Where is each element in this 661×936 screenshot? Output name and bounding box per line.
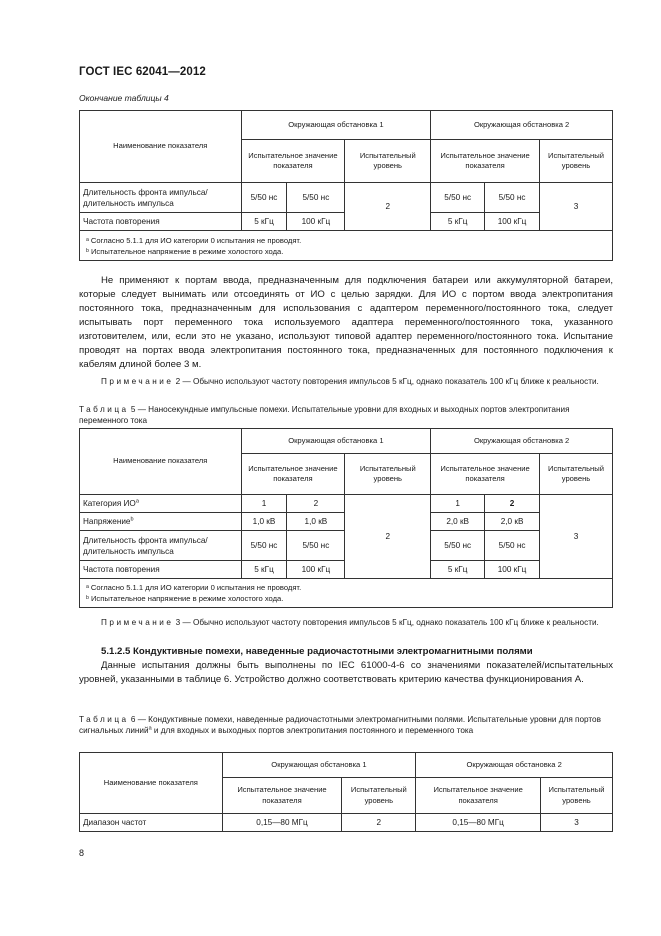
cell: 5 кГц: [431, 561, 485, 579]
footnote-ref: a: [135, 498, 139, 505]
section-5-1-2-5: [79, 645, 613, 687]
table-6: [79, 752, 613, 832]
row-name: Длительность фронта импульса/ длительность импульса: [80, 183, 242, 213]
note-2: [79, 376, 613, 388]
cell: 100 кГц: [485, 561, 540, 579]
table-footnotes: [80, 231, 613, 261]
cell: 5/50 нс: [241, 183, 287, 213]
table4-caption: Окончание таблицы 4: [79, 93, 169, 103]
row-name: Длительность фронта импульса/ длительность импульса: [80, 531, 242, 561]
note-label: Примечание: [101, 618, 174, 627]
cell: 2,0 кВ: [485, 513, 540, 531]
note-3: [79, 617, 613, 629]
cell: 100 кГц: [287, 561, 345, 579]
cell: 5 кГц: [431, 213, 485, 231]
test-level-header: Испытательный уровень: [540, 140, 613, 183]
cell: 2,0 кВ: [431, 513, 485, 531]
env1-header: Окружающая обстановка 1: [241, 111, 431, 140]
test-value-header: Испытательное значение показателя: [222, 778, 342, 814]
test-value-header: Испытательное значение показателя: [241, 140, 345, 183]
test-level-header: Испытательный уровень: [345, 140, 431, 183]
table5-caption: [79, 404, 613, 426]
footnote-a: ᵃ Согласно 5.1.1 для ИО категории 0 испытания не проводят.: [86, 235, 302, 245]
caption-label: Таблица: [79, 715, 129, 724]
test-level-header: Испытательный уровень: [345, 454, 431, 495]
note-text: 3 — Обычно используют частоту повторения импульсов 5 кГц, однако показатель 100 кГц ближе к реальности.: [173, 618, 599, 627]
cell: 1: [241, 495, 287, 513]
table-row: [80, 814, 613, 832]
paragraph-text: Не применяют к портам ввода, предназначенным для подключения батареи или аккумуляторной батареи, которые следует вынимать или отсоединять от ИО с целью зарядки. Для ИО с портом ввода электропитания постоянного тока, предназначенным для использования с адаптером переменного/постоянного тока, следует испытывать порт переменного тока используемого адаптера переменного/постоянного тока, указанного изготовителем, или, если это не указано, используют типовой адаптер переменного/постоянного тока. Испытание проводят на портах ввода электропитания постоянного тока, предназначенных для постоянного подключения к кабелям длиной более 3 м.: [79, 275, 613, 370]
cell: 5/50 нс: [287, 183, 345, 213]
table-footnotes: [80, 579, 613, 608]
caption-text: 5 — Наносекундные импульсные помехи. Испытательные уровни для входных и выходных портов электропитания переменного тока: [79, 405, 570, 425]
cell: 5/50 нс: [241, 531, 287, 561]
note-text: 2 — Обычно используют частоту повторения импульсов 5 кГц, однако показатель 100 кГц ближе к реальности.: [173, 377, 599, 386]
level-cell: 3: [540, 183, 613, 231]
test-value-header: Испытательное значение показателя: [416, 778, 541, 814]
level-cell: 2: [345, 495, 431, 579]
footnote-b: ᵇ Испытательное напряжение в режиме холостого хода.: [86, 246, 284, 256]
caption-text: и для входных и выходных портов электропитания постоянного и переменного тока: [151, 726, 474, 735]
test-value-header: Испытательное значение показателя: [431, 454, 540, 495]
test-value-header: Испытательное значение показателя: [241, 454, 345, 495]
row-name: Частота повторения: [80, 561, 242, 579]
cell: 1,0 кВ: [241, 513, 287, 531]
footnote-b: ᵇ Испытательное напряжение в режиме холостого хода.: [86, 594, 284, 603]
table-row: [80, 495, 613, 513]
footnote-a: ᵃ Согласно 5.1.1 для ИО категории 0 испытания не проводят.: [86, 583, 302, 592]
paragraph: [79, 274, 613, 372]
env2-header: Окружающая обстановка 2: [416, 753, 613, 778]
cell: 100 кГц: [287, 213, 345, 231]
row-name: Частота повторения: [80, 213, 242, 231]
cell: 5 кГц: [241, 213, 287, 231]
caption-label: Таблица: [79, 405, 129, 414]
table-4: [79, 110, 613, 261]
section-text: Данные испытания должны быть выполнены по IEC 61000-4-6 со значениями показателей/испытательных уровней, указанными в таблице 6. Устройство должно соответствовать критерию качества функционирования А.: [79, 660, 613, 685]
cell: 5/50 нс: [485, 531, 540, 561]
section-heading: 5.1.2.5 Кондуктивные помехи, наведенные радиочастотными электромагнитными полями: [101, 646, 533, 657]
env1-header: Окружающая обстановка 1: [222, 753, 416, 778]
table-5: [79, 428, 613, 608]
level-cell: 2: [345, 183, 431, 231]
table6-caption: [79, 714, 613, 736]
col-indicator-header: Наименование показателя: [80, 111, 242, 183]
caption-text: 6 — Кондуктивные помехи, наведенные радиочастотными электромагнитными полями. Испытательные уровни для портов сигнальных линий: [79, 715, 601, 735]
cell: 5/50 нс: [431, 531, 485, 561]
test-level-header: Испытательный уровень: [541, 778, 613, 814]
footnote-ref: a: [148, 725, 152, 732]
cell: 2: [485, 495, 540, 513]
row-name-text: Категория ИО: [83, 499, 136, 508]
test-level-header: Испытательный уровень: [342, 778, 416, 814]
cell: 5 кГц: [241, 561, 287, 579]
cell: 100 кГц: [485, 213, 540, 231]
cell: 3: [541, 814, 613, 832]
cell: 1: [431, 495, 485, 513]
row-name-text: Напряжение: [83, 517, 131, 526]
cell: 5/50 нс: [485, 183, 540, 213]
env1-header: Окружающая обстановка 1: [241, 429, 431, 454]
level-cell: 3: [540, 495, 613, 579]
col-indicator-header: Наименование показателя: [80, 753, 223, 814]
cell: 2: [342, 814, 416, 832]
table-row: [80, 183, 613, 213]
row-name: [80, 495, 242, 513]
footnote-ref: b: [130, 516, 134, 523]
cell: 1,0 кВ: [287, 513, 345, 531]
row-name: Диапазон частот: [80, 814, 223, 832]
cell: 2: [287, 495, 345, 513]
cell: 5/50 нс: [431, 183, 485, 213]
test-level-header: Испытательный уровень: [540, 454, 613, 495]
env2-header: Окружающая обстановка 2: [431, 429, 613, 454]
col-indicator-header: Наименование показателя: [80, 429, 242, 495]
page-number: 8: [79, 848, 85, 858]
row-name: [80, 513, 242, 531]
env2-header: Окружающая обстановка 2: [431, 111, 613, 140]
cell: 5/50 нс: [287, 531, 345, 561]
cell: 0,15—80 МГц: [416, 814, 541, 832]
document-header: ГОСТ IEC 62041—2012: [79, 66, 206, 78]
cell: 0,15—80 МГц: [222, 814, 342, 832]
test-value-header: Испытательное значение показателя: [431, 140, 540, 183]
note-label: Примечание: [101, 377, 174, 386]
